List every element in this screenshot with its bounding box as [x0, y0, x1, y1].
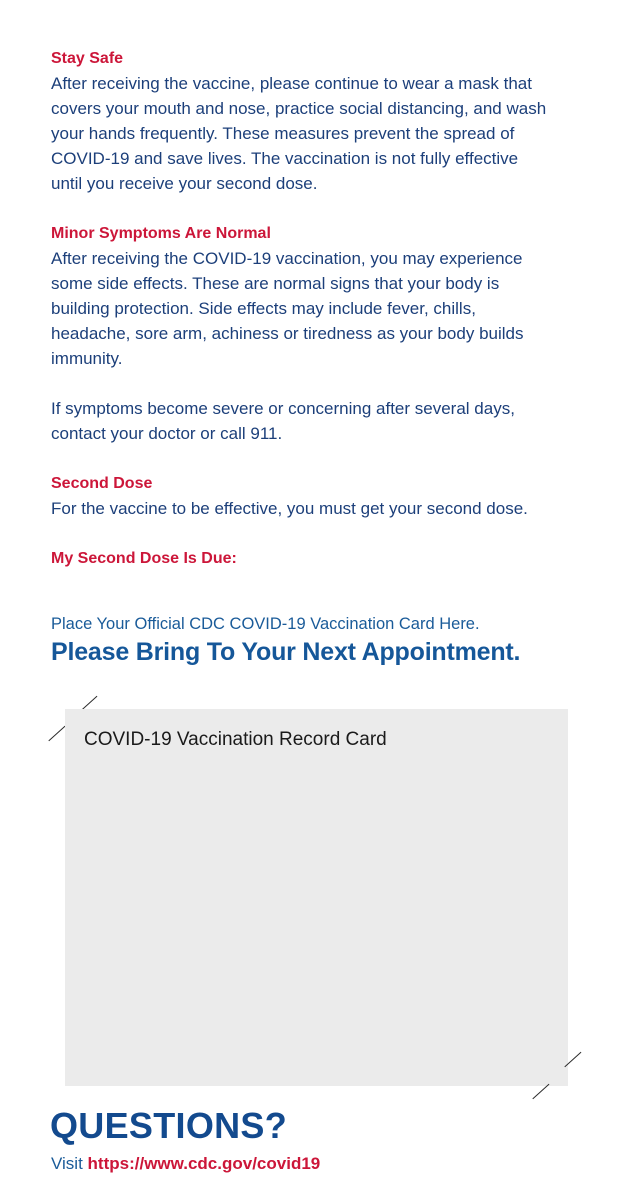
place-card-text: Place Your Official CDC COVID-19 Vaccination Card Here. — [51, 615, 480, 633]
text-line: until you receive your second dose. — [51, 174, 318, 193]
text-line: your hands frequently. These measures prevent the spread of — [51, 124, 515, 143]
text-line: building protection. Side effects may include fever, chills, — [51, 299, 476, 318]
cdc-covid-link[interactable]: https://www.cdc.gov/covid19 — [87, 1154, 321, 1173]
second-dose-text: For the vaccine to be effective, you must get your second dose. — [51, 499, 528, 518]
corner-cut-mark-left — [48, 726, 65, 742]
text-line: headache, sore arm, achiness or tiredness as your body builds — [51, 324, 524, 343]
text-line: covers your mouth and nose, practice social distancing, and wash — [51, 99, 547, 118]
stay-safe-text — [51, 71, 591, 196]
questions-heading: QUESTIONS? — [50, 1105, 288, 1146]
text-line: immunity. — [51, 349, 123, 368]
corner-cut-mark-bottom — [532, 1084, 549, 1100]
text-line: some side effects. These are normal signs that your body is — [51, 274, 500, 293]
stay-safe-section — [51, 46, 591, 196]
text-line: If symptoms become severe or concerning after several days, — [51, 399, 515, 418]
card-instructions — [51, 612, 621, 668]
visit-label: Visit — [51, 1154, 83, 1173]
severe-symptoms-text — [51, 396, 591, 446]
second-dose-due-label: My Second Dose Is Due: — [51, 550, 237, 567]
text-line: After receiving the vaccine, please continue to wear a mask that — [51, 74, 532, 93]
minor-symptoms-text — [51, 246, 591, 371]
card-title: COVID-19 Vaccination Record Card — [84, 729, 387, 750]
stay-safe-heading: Stay Safe — [51, 50, 124, 67]
second-dose-heading: Second Dose — [51, 475, 153, 492]
text-line: COVID-19 and save lives. The vaccination is not fully effective — [51, 149, 519, 168]
second-dose-due-section — [51, 546, 591, 571]
text-line: contact your doctor or call 911. — [51, 424, 283, 443]
second-dose-section — [51, 471, 591, 521]
minor-symptoms-heading: Minor Symptoms Are Normal — [51, 225, 271, 242]
visit-line — [51, 1152, 320, 1176]
minor-symptoms-section — [51, 221, 591, 446]
bring-appointment-text: Please Bring To Your Next Appointment. — [51, 638, 521, 666]
vaccination-card-placeholder — [65, 709, 568, 1086]
text-line: After receiving the COVID-19 vaccination, you may experience — [51, 249, 523, 268]
